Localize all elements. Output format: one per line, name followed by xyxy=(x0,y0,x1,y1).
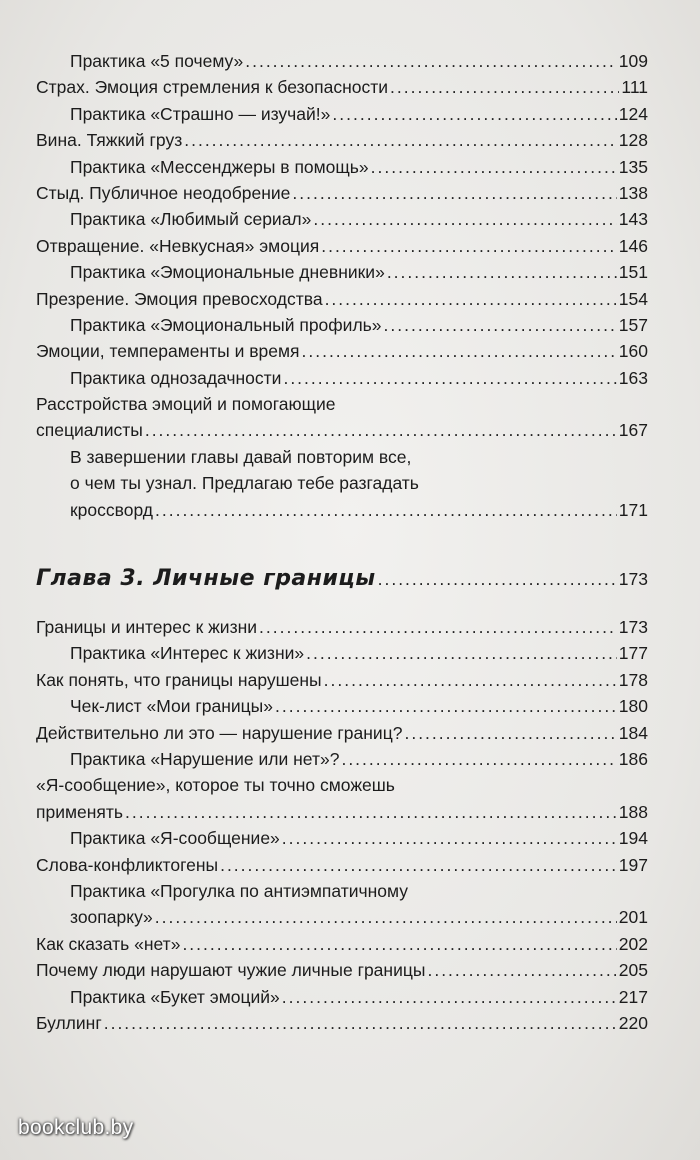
toc-entry-text: Практика «Прогулка по антиэмпатичному xyxy=(70,880,409,901)
chapter-title: Глава 3. Личные границы xyxy=(36,566,376,592)
leader-dots xyxy=(378,569,617,590)
leader-dots xyxy=(245,48,617,74)
toc-entry-text: Чек-лист «Мои границы» xyxy=(70,696,273,717)
leader-dots xyxy=(325,286,617,312)
leader-dots xyxy=(313,206,616,232)
toc-entry xyxy=(36,101,648,127)
leader-dots xyxy=(283,365,616,391)
toc-entry xyxy=(36,772,648,825)
leader-dots xyxy=(427,957,616,983)
leader-dots xyxy=(371,154,617,180)
toc-entry xyxy=(36,391,648,444)
toc-page-number: 217 xyxy=(618,986,648,1007)
leader-dots xyxy=(324,667,617,693)
toc-entry-text: Практика «5 почему» xyxy=(70,51,244,71)
leader-dots xyxy=(275,693,617,719)
toc-entry-last-line xyxy=(36,417,648,443)
toc-page-number: 186 xyxy=(618,748,648,769)
toc-page-number: 157 xyxy=(618,314,648,335)
toc-entry xyxy=(36,180,648,206)
leader-dots xyxy=(321,233,617,259)
leader-dots xyxy=(104,1010,617,1036)
leader-dots xyxy=(306,640,617,666)
toc-page-number: 184 xyxy=(618,722,648,743)
leader-dots xyxy=(404,720,616,746)
leader-dots xyxy=(259,614,617,640)
toc-entry-text: кроссворд xyxy=(70,499,153,520)
toc-entry-text: Практика «Эмоциональные дневники» xyxy=(70,262,385,283)
toc-entry xyxy=(36,667,648,693)
toc-page-number: 188 xyxy=(618,801,648,822)
toc-entry xyxy=(36,852,648,878)
toc-page-number: 109 xyxy=(618,51,648,71)
toc-entry xyxy=(36,286,648,312)
toc-entry-text: Практика однозадачности xyxy=(70,367,282,388)
toc-page-number: 171 xyxy=(618,499,648,520)
toc-entry-last-line xyxy=(36,497,648,523)
toc-entry xyxy=(36,1010,648,1036)
toc-entry xyxy=(36,984,648,1010)
toc-entry-text: Стыд. Публичное неодобрение xyxy=(36,182,291,203)
toc-entry xyxy=(36,693,648,719)
toc-entry xyxy=(36,206,648,232)
toc-entry xyxy=(36,312,648,338)
toc-entry xyxy=(36,259,648,285)
toc-page-number: 151 xyxy=(618,262,648,283)
leader-dots xyxy=(332,101,616,127)
toc-page-number: 154 xyxy=(618,288,648,309)
toc-entry-text: Действительно ли это — нарушение границ? xyxy=(36,722,403,743)
toc-page-number: 194 xyxy=(618,828,648,849)
toc-page-number: 173 xyxy=(618,569,648,590)
toc-entry-text: зоопарку» xyxy=(70,907,153,928)
toc-entry xyxy=(36,878,648,931)
toc-page-number: 173 xyxy=(618,617,648,638)
toc-page-number: 160 xyxy=(618,341,648,362)
toc-entry-text: специалисты xyxy=(36,420,143,441)
leader-dots xyxy=(282,825,617,851)
toc-entry-text: Практика «Любимый сериал» xyxy=(70,209,312,230)
toc-entry xyxy=(36,746,648,772)
leader-dots xyxy=(182,931,616,957)
toc-entry-last-line xyxy=(36,799,648,825)
toc-entry-text: Буллинг xyxy=(36,1012,102,1033)
toc-entry-last-line xyxy=(36,904,648,930)
toc-entry-text: Презрение. Эмоция превосходства xyxy=(36,288,323,309)
toc-entry xyxy=(36,154,648,180)
toc-page-number: 111 xyxy=(621,77,648,98)
toc-entry xyxy=(36,640,648,666)
toc-entry-text: Практика «Страшно — изучай!» xyxy=(70,103,331,124)
toc-entry xyxy=(36,338,648,364)
toc-entry-text: Практика «Интерес к жизни» xyxy=(70,643,305,664)
toc-entry-text: Слова-конфликтогены xyxy=(36,854,219,875)
chapter-heading xyxy=(36,566,648,600)
toc-page-number: 178 xyxy=(618,669,648,690)
leader-dots xyxy=(282,984,617,1010)
toc-entry-text: о чем ты узнал. Предлагаю тебе разгадать xyxy=(70,473,419,494)
toc-page-number: 220 xyxy=(618,1012,648,1033)
leader-dots xyxy=(220,852,617,878)
toc-entry-text: «Я-сообщение», которое ты точно сможешь xyxy=(36,775,395,796)
toc-group xyxy=(36,825,648,878)
toc-page-number: 205 xyxy=(618,960,648,981)
toc-group xyxy=(36,931,648,1037)
leader-dots xyxy=(145,417,617,443)
toc-entry-text: Практика «Нарушение или нет»? xyxy=(70,748,340,769)
toc-page-number: 180 xyxy=(618,696,648,717)
toc-entry-text: Страх. Эмоция стремления к безопасности xyxy=(36,77,389,98)
toc-page-number: 146 xyxy=(618,235,648,256)
toc-page-number: 167 xyxy=(618,420,648,441)
toc-entry xyxy=(36,931,648,957)
leader-dots xyxy=(302,338,617,364)
toc-entry xyxy=(36,48,648,74)
toc-entry-text: Вина. Тяжкий груз xyxy=(36,130,183,151)
toc-entry xyxy=(36,127,648,153)
toc-group xyxy=(36,614,648,772)
table-of-contents xyxy=(36,48,648,1036)
leader-dots xyxy=(184,127,617,153)
toc-page-number: 202 xyxy=(618,933,648,954)
toc-entry-text: Практика «Эмоциональный профиль» xyxy=(70,314,382,335)
toc-entry-text: В завершении главы давай повторим все, xyxy=(70,446,412,467)
leader-dots xyxy=(384,312,617,338)
toc-entry xyxy=(36,233,648,259)
toc-entry-text: Практика «Букет эмоций» xyxy=(70,986,280,1007)
toc-entry xyxy=(36,74,648,100)
toc-entry-text: применять xyxy=(36,801,124,822)
leader-dots xyxy=(155,497,617,523)
toc-page-number: 201 xyxy=(618,907,648,928)
toc-entry xyxy=(36,957,648,983)
toc-page-number: 124 xyxy=(618,103,648,124)
toc-page-number: 138 xyxy=(618,182,648,203)
toc-page-number: 177 xyxy=(618,643,648,664)
toc-entry-text: Как понять, что границы нарушены xyxy=(36,669,322,690)
toc-page-number: 143 xyxy=(618,209,648,230)
toc-entry xyxy=(36,444,648,523)
leader-dots xyxy=(341,746,616,772)
toc-entry-text: Эмоции, темпераменты и время xyxy=(36,341,300,362)
toc-entry xyxy=(36,720,648,746)
toc-entry-text: Расстройства эмоций и помогающие xyxy=(36,394,336,415)
toc-entry xyxy=(36,365,648,391)
watermark-text: bookclub.by xyxy=(18,1116,134,1139)
toc-page-number: 128 xyxy=(618,130,648,151)
toc-entry-text: Практика «Мессенджеры в помощь» xyxy=(70,156,369,177)
leader-dots xyxy=(292,180,616,206)
toc-page-number: 163 xyxy=(618,367,648,388)
toc-entry-text: Отвращение. «Невкусная» эмоция xyxy=(36,235,320,256)
toc-entry-text: Границы и интерес к жизни xyxy=(36,617,258,638)
toc-entry xyxy=(36,825,648,851)
leader-dots xyxy=(390,74,619,100)
toc-entry xyxy=(36,614,648,640)
toc-entry-text: Почему люди нарушают чужие личные границы xyxy=(36,960,426,981)
leader-dots xyxy=(387,259,617,285)
leader-dots xyxy=(125,799,617,825)
leader-dots xyxy=(155,904,617,930)
toc-page-number: 135 xyxy=(618,156,648,177)
toc-page-number: 197 xyxy=(618,854,648,875)
toc-group xyxy=(36,48,648,391)
toc-entry-text: Практика «Я-сообщение» xyxy=(70,828,280,849)
toc-entry-text: Как сказать «нет» xyxy=(36,933,181,954)
